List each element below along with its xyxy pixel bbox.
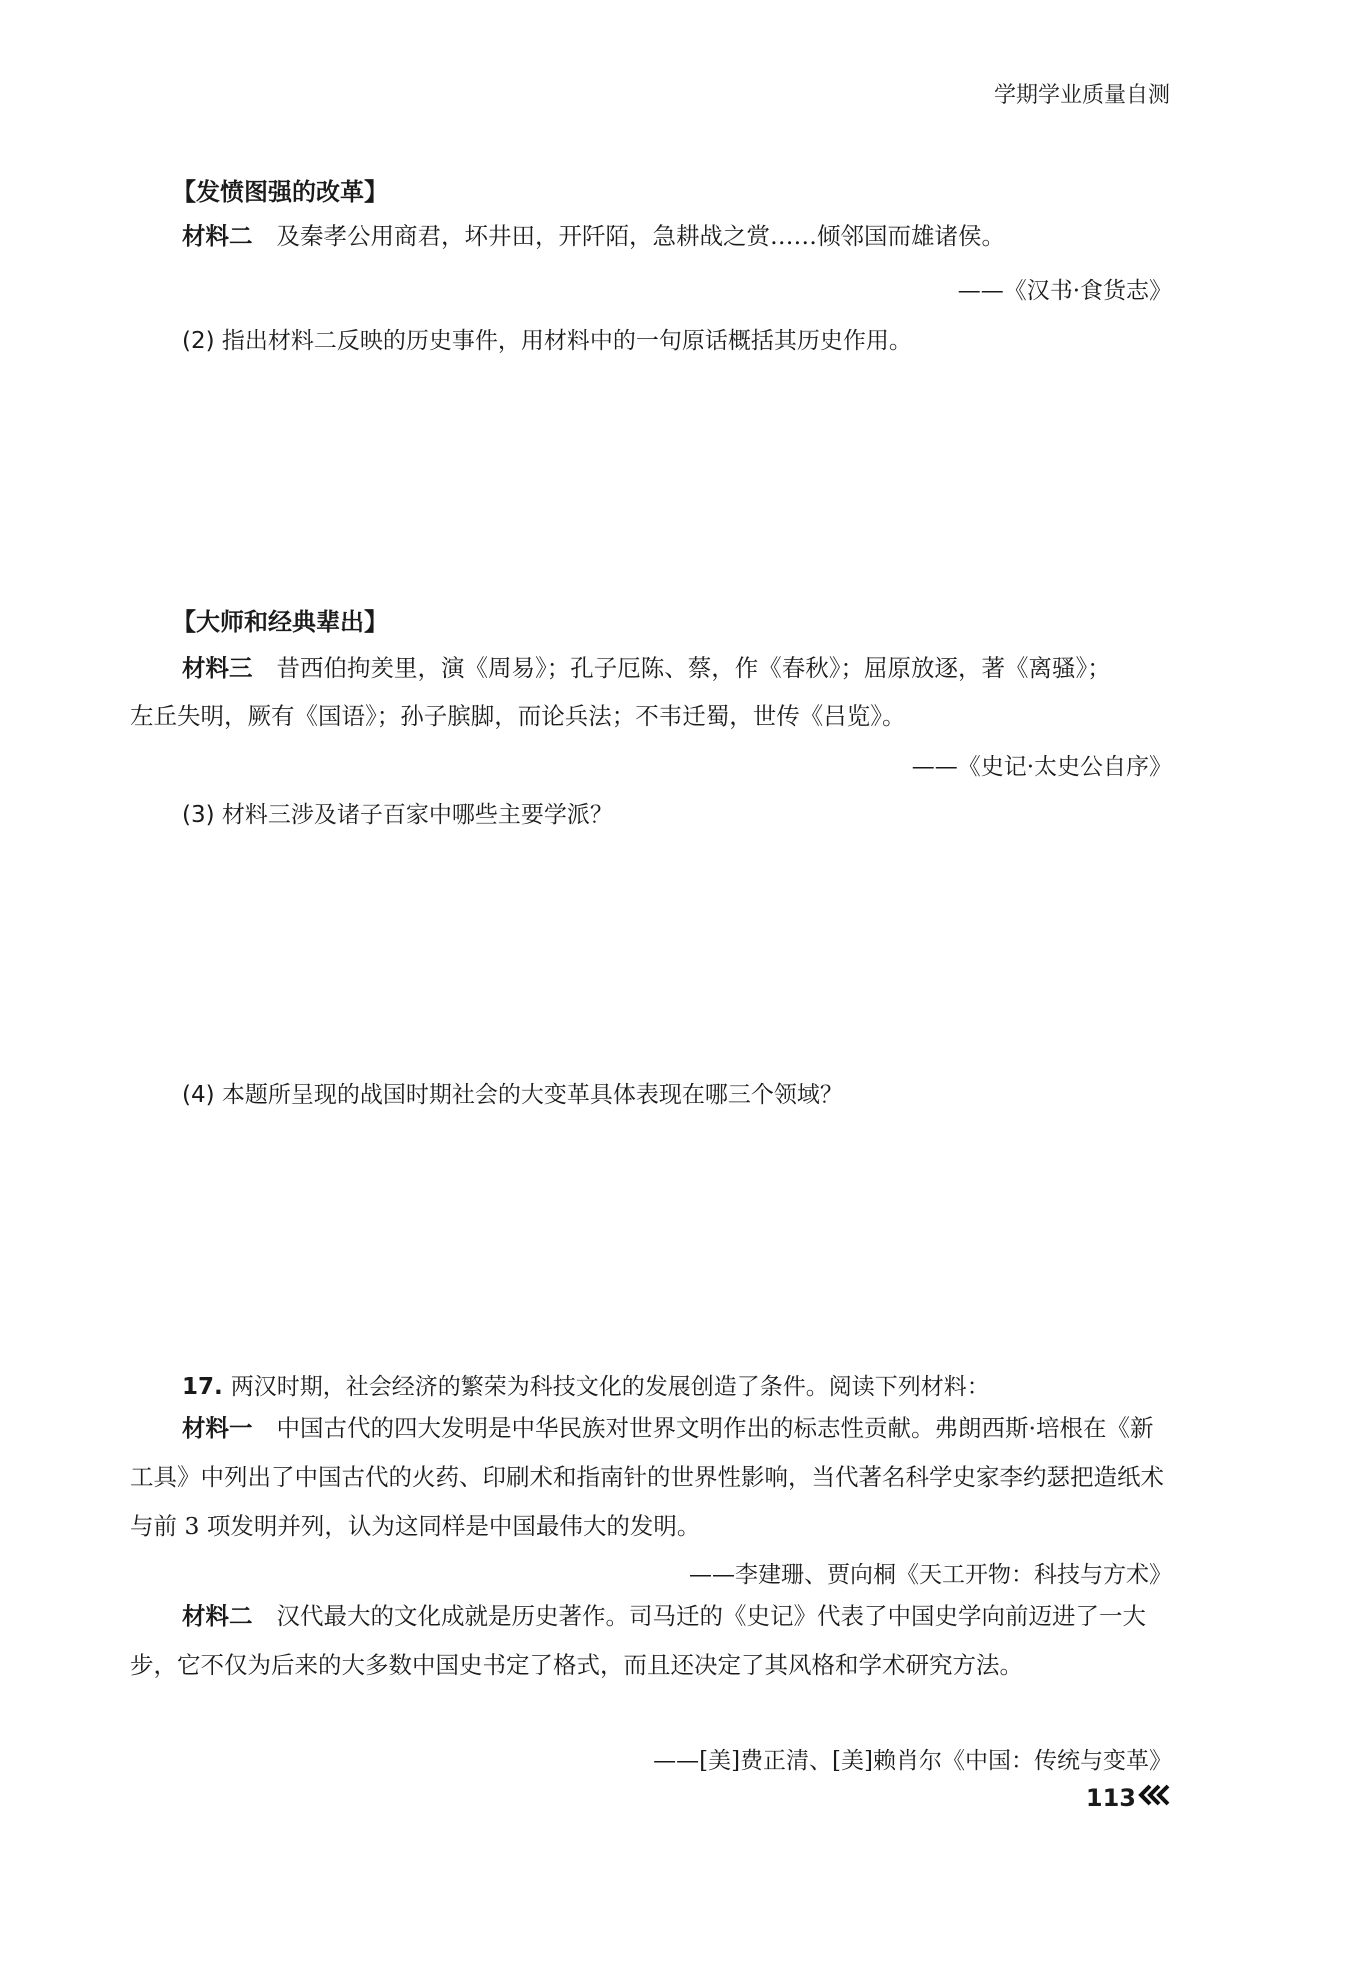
material-text: 中国古代的四大发明是中华民族对世界文明作出的标志性贡献。弗朗西斯·培根在《新工具》中列出了中国古代的火药、印刷术和指南针的世界性影响，当代著名科学史家李约瑟把造纸术与前 3 项发明并列，认为这同样是中国最伟大的发明。: [130, 1414, 1164, 1540]
question-3: (3) 材料三涉及诸子百家中哪些主要学派？: [182, 802, 613, 828]
material-label: 材料二: [182, 222, 253, 250]
material-text: 昔西伯拘羑里，演《周易》；孔子厄陈、蔡，作《春秋》；屈原放逐，著《离骚》；: [276, 654, 1111, 682]
chevron-left-icon: [1138, 1784, 1172, 1812]
question-17-text: 两汉时期，社会经济的繁荣为科技文化的发展创造了条件。阅读下列材料：: [230, 1374, 990, 1400]
material-three-line2: 左丘失明，厥有《国语》；孙子膑脚，而论兵法；不韦迁蜀，世传《吕览》。: [130, 702, 906, 730]
material-source: ——[美]费正清、[美]赖肖尔《中国：传统与变革》: [653, 1748, 1172, 1774]
material-source: ——《汉书·食货志》: [957, 278, 1172, 304]
material-source: ——《史记·太史公自序》: [911, 754, 1172, 780]
section-title-reform: 【发愤图强的改革】: [172, 178, 388, 206]
question-4: (4) 本题所呈现的战国时期社会的大变革具体表现在哪三个领域？: [182, 1082, 843, 1108]
material-label: 材料三: [182, 654, 253, 682]
question-number: 17.: [182, 1374, 223, 1400]
material-label: 材料二: [182, 1602, 253, 1630]
material-text: 及秦孝公用商君，坏井田，开阡陌，急耕战之赏……倾邻国而雄诸侯。: [276, 222, 1005, 250]
question-2: (2) 指出材料二反映的历史事件，用材料中的一句原话概括其历史作用。: [182, 328, 912, 354]
page-header-title: 学期学业质量自测: [993, 83, 1170, 108]
section-title-masters: 【大师和经典辈出】: [172, 608, 388, 636]
question-17-intro: [182, 1368, 1172, 1401]
material-three-line1: [182, 644, 1172, 693]
material-two-paragraph: [182, 212, 1172, 261]
material-source: ——李建珊、贾向桐《天工开物：科技与方术》: [689, 1562, 1172, 1588]
material-text: 汉代最大的文化成就是历史著作。司马迁的《史记》代表了中国史学向前迈进了一大步，它不仅为后来的大多数中国史书定了格式，而且还决定了其风格和学术研究方法。: [130, 1602, 1146, 1679]
material-label: 材料一: [182, 1414, 253, 1442]
page-number: [1086, 1784, 1172, 1812]
material-one-paragraph: [130, 1404, 1172, 1551]
material-two-paragraph-q17: [130, 1592, 1172, 1690]
page-number-text: 113: [1085, 1784, 1136, 1812]
